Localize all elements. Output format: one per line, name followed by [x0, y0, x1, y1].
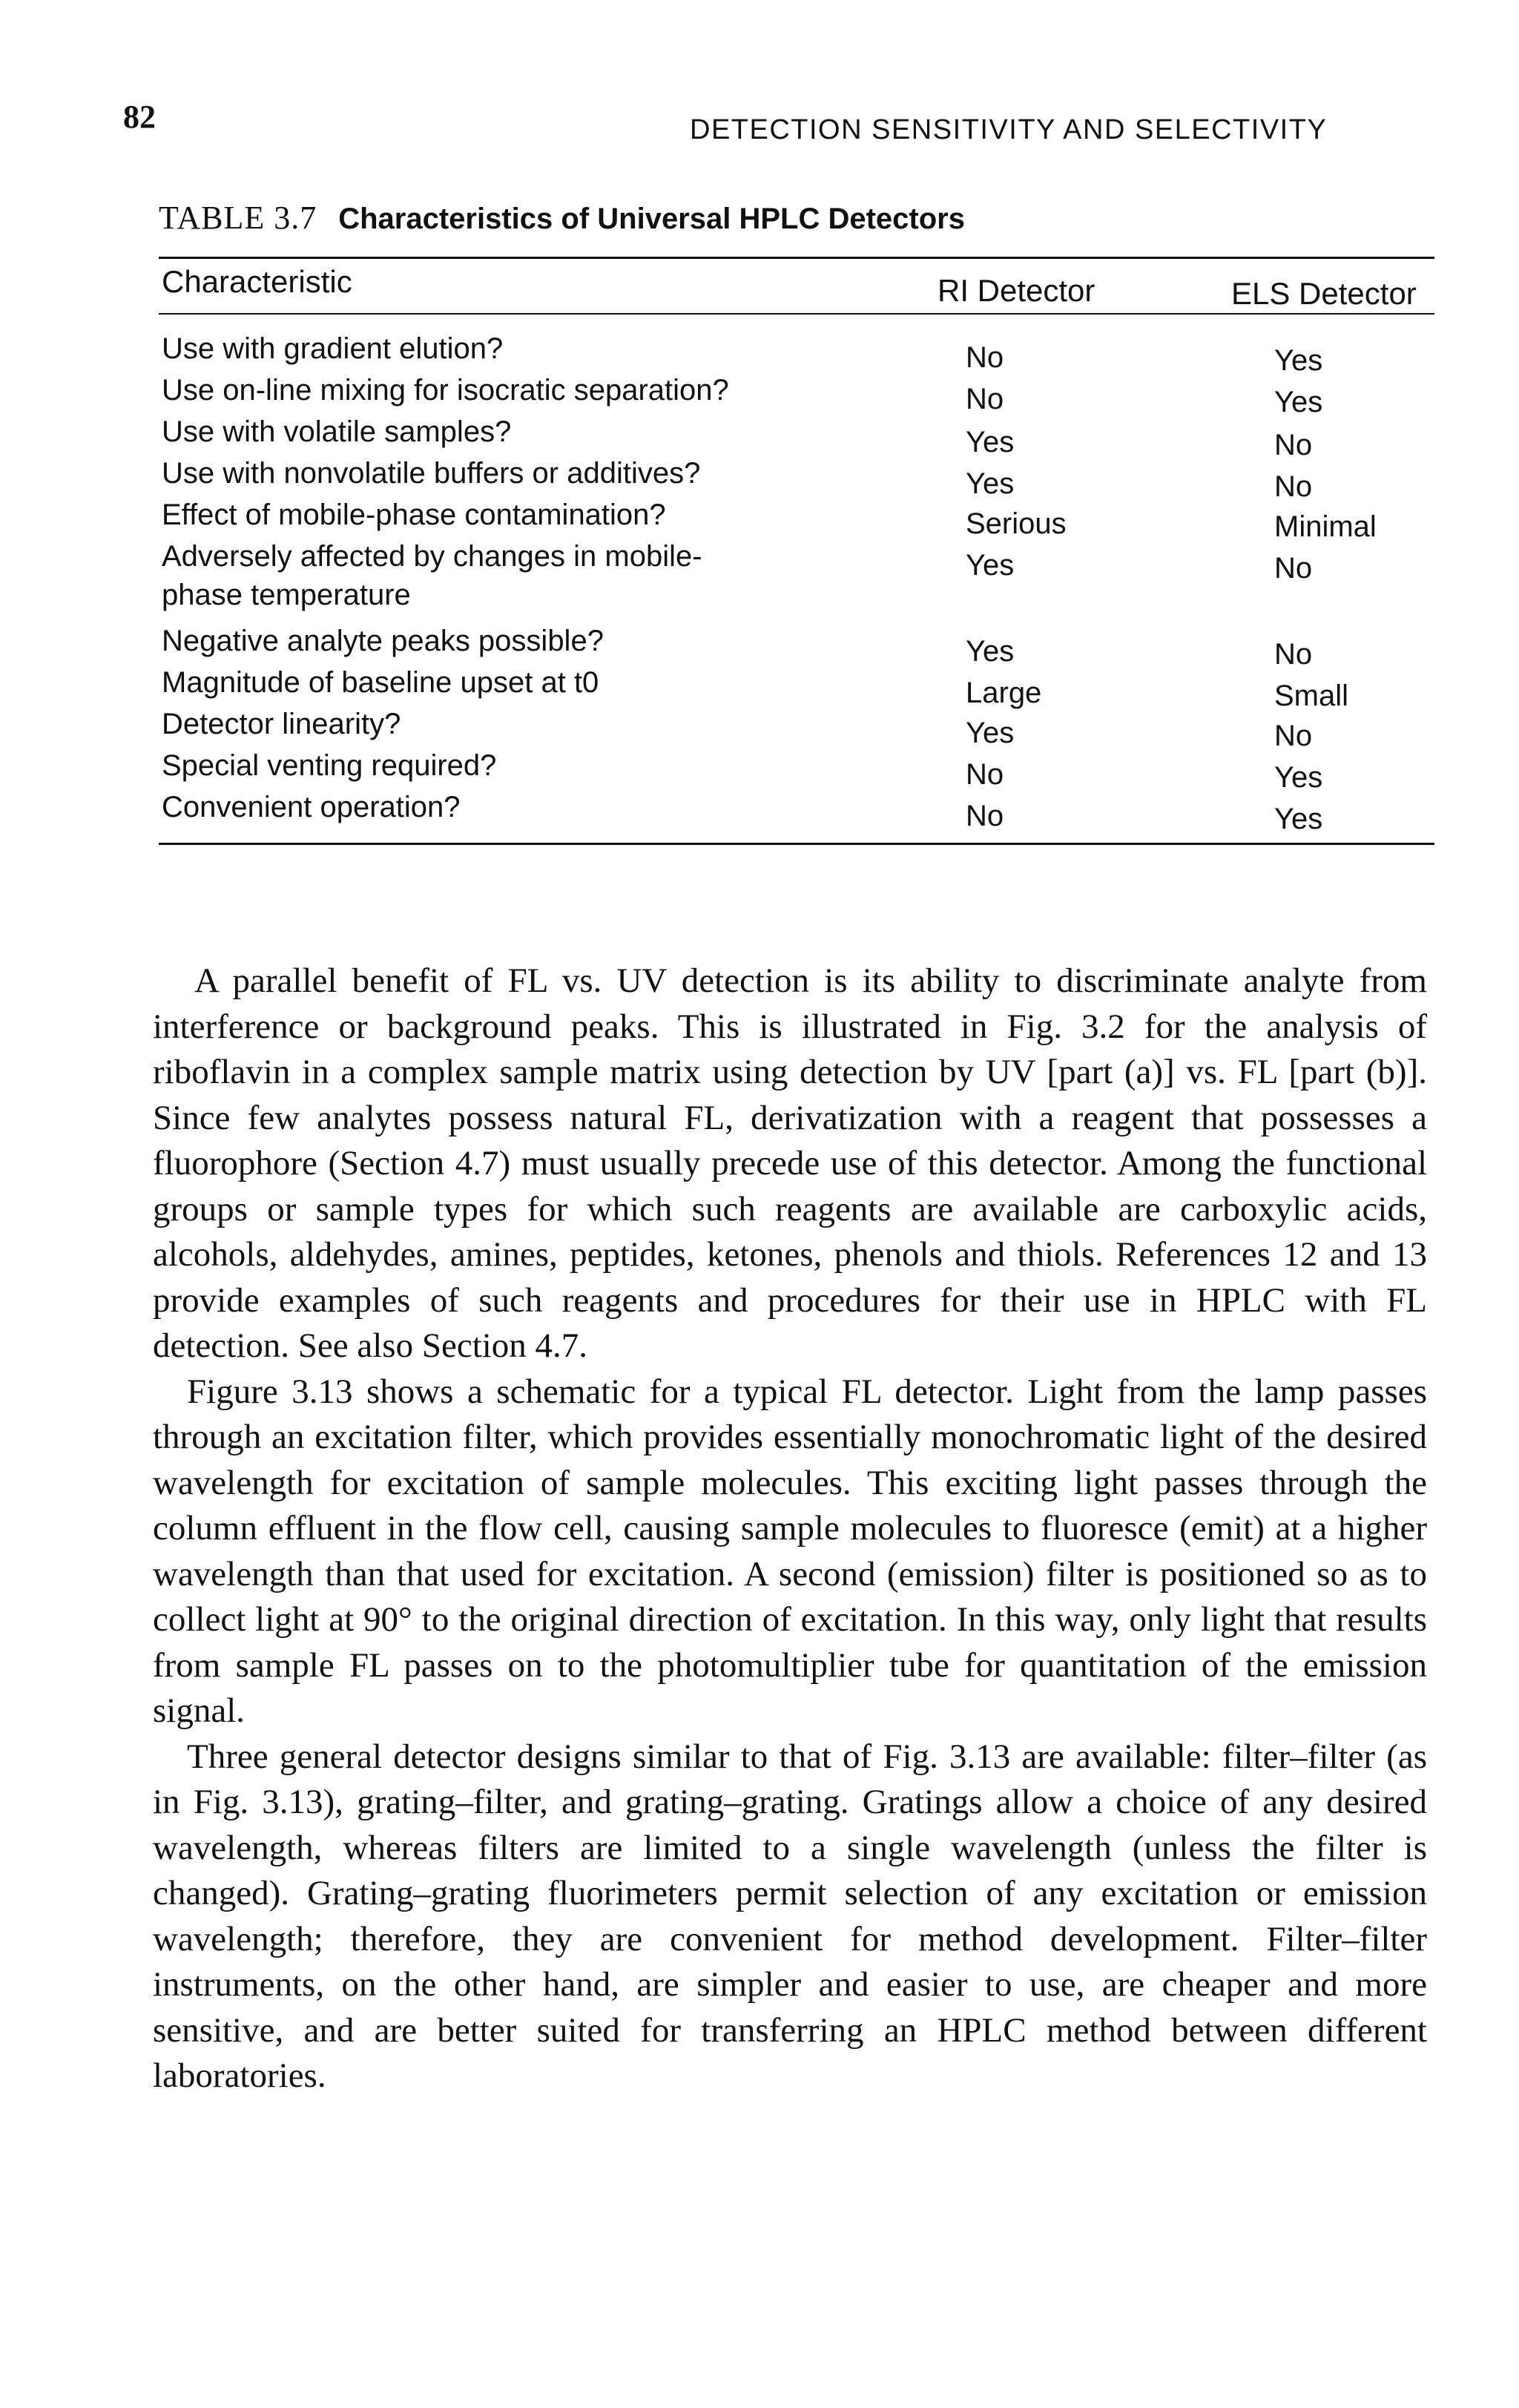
- paragraph: Three general detector designs similar to that of Fig. 3.13 are available: filter–filter (as in Fig. 3.13), grating–filter, and grating–grating. Gratings allow a choice of any desired wavelength, whereas filters are limited to a single wavelength (unless the filter is changed). Grating–grating fluorimeters permit selection of any excitation or emission wavelength; therefore, they are convenient for method development. Filter–filter instruments, on the other hand, are simpler and easier to use, are cheaper and more sensitive, and are better suited for transferring an HPLC method between different laboratories.: [153, 1737, 1427, 2095]
- row-els-value: No: [1274, 720, 1313, 752]
- table-header-rule: [159, 313, 1434, 315]
- row-characteristic: Use on-line mixing for isocratic separation?: [162, 374, 729, 407]
- row-ri-value: No: [966, 383, 1004, 415]
- row-ri-value: No: [966, 341, 1004, 374]
- row-characteristic: Use with gradient elution?: [162, 332, 504, 365]
- page-number: 82: [123, 99, 156, 135]
- row-els-value: No: [1274, 638, 1313, 671]
- row-characteristic: Use with volatile samples?: [162, 415, 512, 448]
- paragraph: Figure 3.13 shows a schematic for a typical FL detector. Light from the lamp passes through an excitation filter, which provides essentially monochromatic light of the desired wavelength for excitation of sample molecules. This exciting light passes through the column effluent in the flow cell, causing sample molecules to fluoresce (emit) at a higher wavelength than that used for excitation. A second (emission) filter is positioned so as to collect light at 90° to the original direction of excitation. In this way, only light that results from sample FL passes on to the photomultiplier tube for quantitation of the emission signal.: [153, 1372, 1427, 1730]
- row-ri-value: No: [966, 800, 1004, 832]
- table-caption-number: TABLE 3.7: [159, 200, 317, 236]
- row-ri-value: Yes: [966, 635, 1015, 668]
- paragraph: A parallel benefit of FL vs. UV detection is its ability to discriminate analyte from interference or background peaks. This is illustrated in Fig. 3.2 for the analysis of riboflavin in a complex sample matrix using detection by UV [part (a)] vs. FL [part (b)]. Since few analytes possess natural FL, derivatization with a reagent that possesses a fluorophore (Section 4.7) must usually precede use of this detector. Among the functional groups or sample types for which such reagents are available are carboxylic acids, alcohols, aldehydes, amines, peptides, ketones, phenols and thiols. References 12 and 13 provide examples of such reagents and procedures for their use in HPLC with FL detection. See also Section 4.7.: [153, 961, 1427, 1365]
- body-text: [153, 958, 1427, 2099]
- row-els-value: Minimal: [1274, 510, 1377, 543]
- row-ri-value: No: [966, 758, 1004, 791]
- row-els-value: Yes: [1274, 386, 1323, 418]
- row-characteristic: Detector linearity?: [162, 708, 401, 740]
- row-characteristic: Use with nonvolatile buffers or additives?: [162, 457, 701, 490]
- row-els-value: Small: [1274, 680, 1349, 712]
- row-els-value: Yes: [1274, 803, 1323, 835]
- row-ri-value: Yes: [966, 426, 1015, 458]
- running-head: DETECTION SENSITIVITY AND SELECTIVITY: [690, 114, 1328, 145]
- table-bottom-rule: [159, 843, 1434, 845]
- table-caption-title: Characteristics of Universal HPLC Detectors: [338, 203, 965, 235]
- row-ri-value: Large: [966, 677, 1042, 709]
- row-ri-value: Serious: [966, 507, 1067, 540]
- row-characteristic: Adversely affected by changes in mobile- phase temperature: [162, 540, 702, 611]
- row-els-value: No: [1274, 552, 1313, 585]
- row-ri-value: Yes: [966, 549, 1015, 582]
- row-els-value: Yes: [1274, 761, 1323, 794]
- table-caption: [159, 199, 965, 237]
- row-characteristic: Negative analyte peaks possible?: [162, 625, 604, 657]
- table-top-rule: [159, 257, 1434, 259]
- row-characteristic: Magnitude of baseline upset at t0: [162, 666, 599, 699]
- row-ri-value: Yes: [966, 717, 1015, 749]
- row-characteristic: Convenient operation?: [162, 791, 461, 823]
- row-els-value: No: [1274, 429, 1313, 461]
- row-els-value: Yes: [1274, 344, 1323, 377]
- column-header-characteristic: Characteristic: [162, 264, 352, 299]
- row-els-value: No: [1274, 470, 1313, 503]
- row-characteristic: Special venting required?: [162, 749, 497, 782]
- row-ri-value: Yes: [966, 467, 1015, 500]
- column-header-ri-detector: RI Detector: [938, 273, 1095, 308]
- column-header-els-detector: ELS Detector: [1231, 276, 1417, 311]
- row-characteristic: Effect of mobile-phase contamination?: [162, 499, 666, 531]
